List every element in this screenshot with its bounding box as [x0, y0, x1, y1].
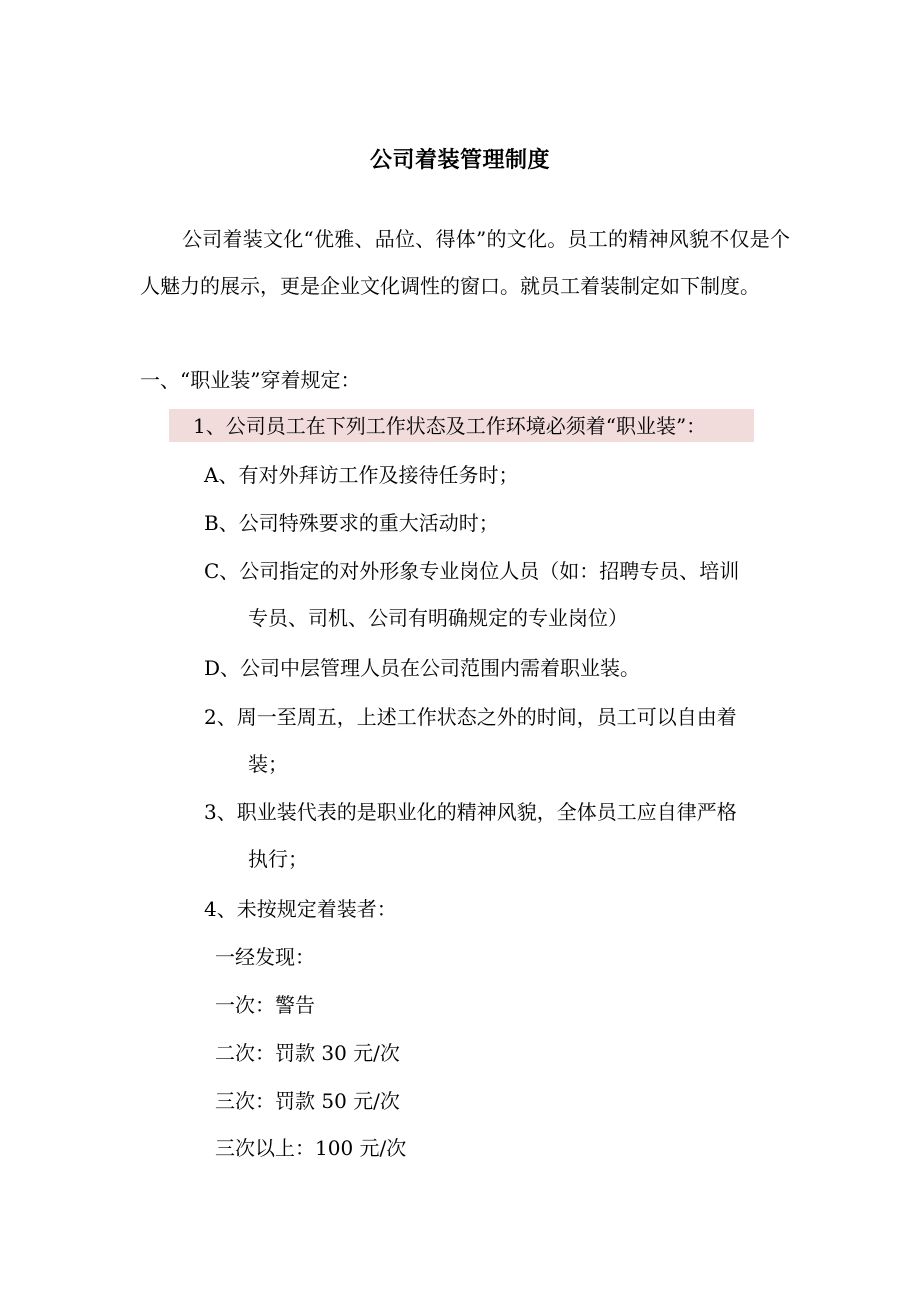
rule-1-item-c-continued: 专员、司机、公司有明确规定的专业岗位）: [248, 606, 628, 630]
rule-1-item-c: C、公司指定的对外形象专业岗位人员（如：招聘专员、培训: [204, 559, 740, 583]
rule-1-item-a: A、有对外拜访工作及接待任务时；: [204, 463, 519, 487]
rule-2-text-continued: 装；: [248, 752, 288, 776]
rule-1-item-b: B、公司特殊要求的重大活动时；: [204, 511, 499, 535]
rule-4-text: 4、未按规定着装者：: [204, 897, 397, 921]
document-title: 公司着装管理制度: [369, 148, 550, 173]
section-heading: 一、“职业装”穿着规定：: [140, 368, 361, 392]
rule-2-text: 2、周一至周五，上述工作状态之外的时间，员工可以自由着: [204, 705, 737, 729]
penalty-beyond: 三次以上：100 元/次: [215, 1136, 407, 1160]
intro-paragraph: 公司着装文化“优雅、品位、得体”的文化。员工的精神风貌不仅是个人魅力的展示，更是企业文化调性的窗口。就员工着装制定如下制度。: [140, 227, 790, 298]
rule-3-text: 3、职业装代表的是职业化的精神风貌，全体员工应自律严格: [204, 800, 737, 824]
penalty-second: 二次：罚款 30 元/次: [215, 1041, 400, 1065]
rule-3-text-continued: 执行；: [248, 847, 308, 871]
penalty-third: 三次：罚款 50 元/次: [215, 1089, 400, 1113]
penalty-first: 一次：警告: [215, 993, 315, 1017]
rule-1-text: 1、公司员工在下列工作状态及工作环境必须着“职业装”：: [193, 414, 707, 438]
rule-1-item-d: D、公司中层管理人员在公司范围内需着职业装。: [204, 656, 641, 680]
penalty-heading: 一经发现：: [215, 945, 315, 969]
